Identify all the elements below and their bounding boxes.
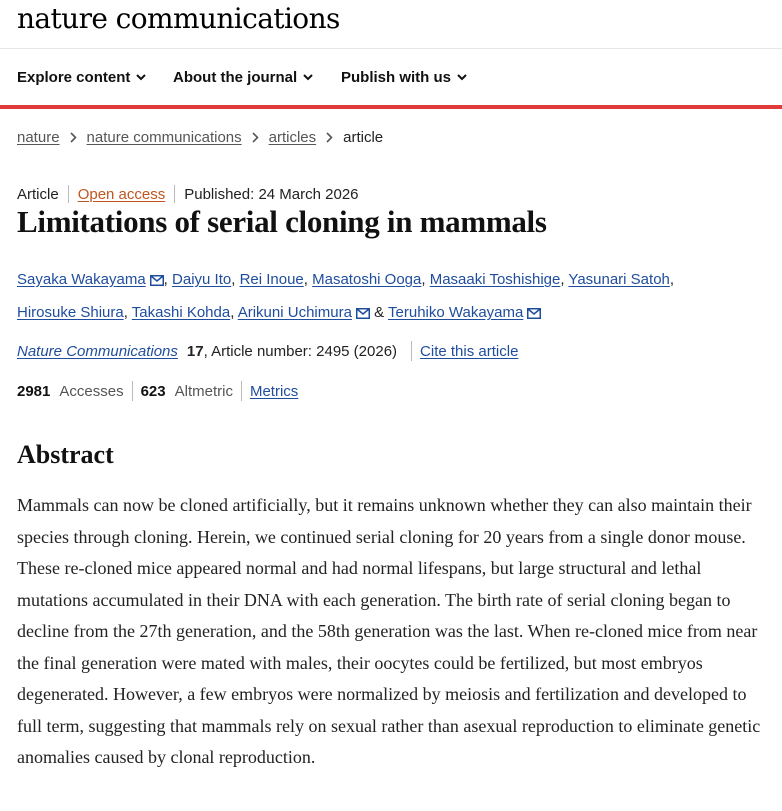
divider (132, 381, 133, 401)
article-title: Limitations of serial cloning in mammals (17, 204, 547, 239)
mail-icon[interactable] (150, 266, 164, 297)
divider (68, 185, 69, 203)
nav-about-journal[interactable] (173, 49, 313, 105)
author-link[interactable]: Daiyu Ito (172, 271, 232, 288)
breadcrumb-link-articles[interactable]: articles (268, 129, 317, 146)
abstract-text: Mammals can now be cloned artificially, but it remains unknown whether they can also maintain their species through cloning. Herein, we continued serial cloning for 20 years from a single donor mouse. These re-cloned mice appeared normal and had normal lifespans, but large structural and lethal mutations accumulated in their DNA with each generation. The birth rate of serial cloning began to decline from the 27th generation, and the 58th generation was the last. When re-cloned mice from near the final generation were mated with males, their oocytes could be fertilized, but most embryos degenerated. However, a few embryos were normalized by meiosis and fertilization and developed to full term, suggesting that mammals rely on sexual rather than asexual reproduction to eliminate genetic anomalies caused by clonal reproduction. (17, 495, 761, 767)
volume-number: 17 (186, 342, 204, 360)
breadcrumb (17, 129, 383, 146)
author-link[interactable]: Arikuni Uchimura (237, 304, 352, 321)
mail-icon[interactable] (527, 299, 541, 330)
site-logo[interactable]: nature communications (17, 2, 340, 35)
accesses-count: 2981 (17, 382, 51, 400)
article-type: Article (17, 185, 59, 203)
author-link[interactable]: Rei Inoue (239, 271, 304, 288)
author-list (17, 264, 747, 330)
author-link[interactable]: Sayaka Wakayama (17, 271, 146, 288)
divider (174, 185, 175, 203)
site-header (0, 0, 782, 49)
main-nav (0, 49, 782, 109)
altmetric-label: Altmetric (174, 382, 233, 400)
open-access-link[interactable]: Open access (77, 185, 166, 203)
author-separator: , (231, 271, 236, 288)
author-separator: , (560, 271, 565, 288)
nav-label: Publish with us (341, 68, 452, 86)
nav-publish-with-us[interactable] (341, 49, 467, 105)
author-link[interactable]: Hirosuke Shiura (17, 304, 124, 321)
divider (411, 341, 412, 361)
accesses-label: Accesses (59, 382, 124, 400)
author-link[interactable]: Takashi Kohda (131, 304, 231, 321)
chevron-right-icon (326, 132, 333, 143)
abstract-heading: Abstract (17, 440, 114, 469)
breadcrumb-link-journal[interactable]: nature communications (86, 129, 242, 146)
author-separator: , (669, 271, 675, 288)
author-separator: , (163, 271, 168, 288)
author-separator: , (303, 271, 308, 288)
chevron-right-icon (252, 132, 259, 143)
author-link[interactable]: Masaaki Toshishige (429, 271, 561, 288)
journal-name-link[interactable]: Nature Communications (17, 342, 178, 360)
divider (241, 381, 242, 401)
chevron-down-icon (457, 74, 467, 81)
mail-icon[interactable] (356, 299, 370, 330)
author-link[interactable]: Yasunari Satoh (568, 271, 670, 288)
altmetric-count: 623 (140, 382, 166, 400)
metrics-link[interactable]: Metrics (249, 382, 299, 400)
chevron-down-icon (303, 74, 313, 81)
citation-line (17, 341, 518, 361)
cite-article-link[interactable]: Cite this article (420, 342, 519, 360)
author-separator: , (421, 271, 426, 288)
nav-label: Explore content (17, 68, 131, 86)
article-meta (17, 185, 359, 203)
chevron-right-icon (70, 132, 77, 143)
nav-label: About the journal (173, 68, 298, 86)
breadcrumb-link-nature[interactable]: nature (17, 129, 60, 146)
breadcrumb-current: article (343, 129, 384, 146)
author-and: & (374, 304, 385, 321)
author-separator: , (230, 304, 235, 321)
published-date: Published: 24 March 2026 (184, 185, 359, 203)
nav-explore-content[interactable] (17, 49, 146, 105)
chevron-down-icon (136, 74, 146, 81)
author-link[interactable]: Masatoshi Ooga (312, 271, 422, 288)
author-link[interactable]: Teruhiko Wakayama (388, 304, 524, 321)
article-number: , Article number: 2495 (2026) (203, 342, 398, 360)
article-metrics (17, 381, 298, 401)
author-separator: , (123, 304, 128, 321)
